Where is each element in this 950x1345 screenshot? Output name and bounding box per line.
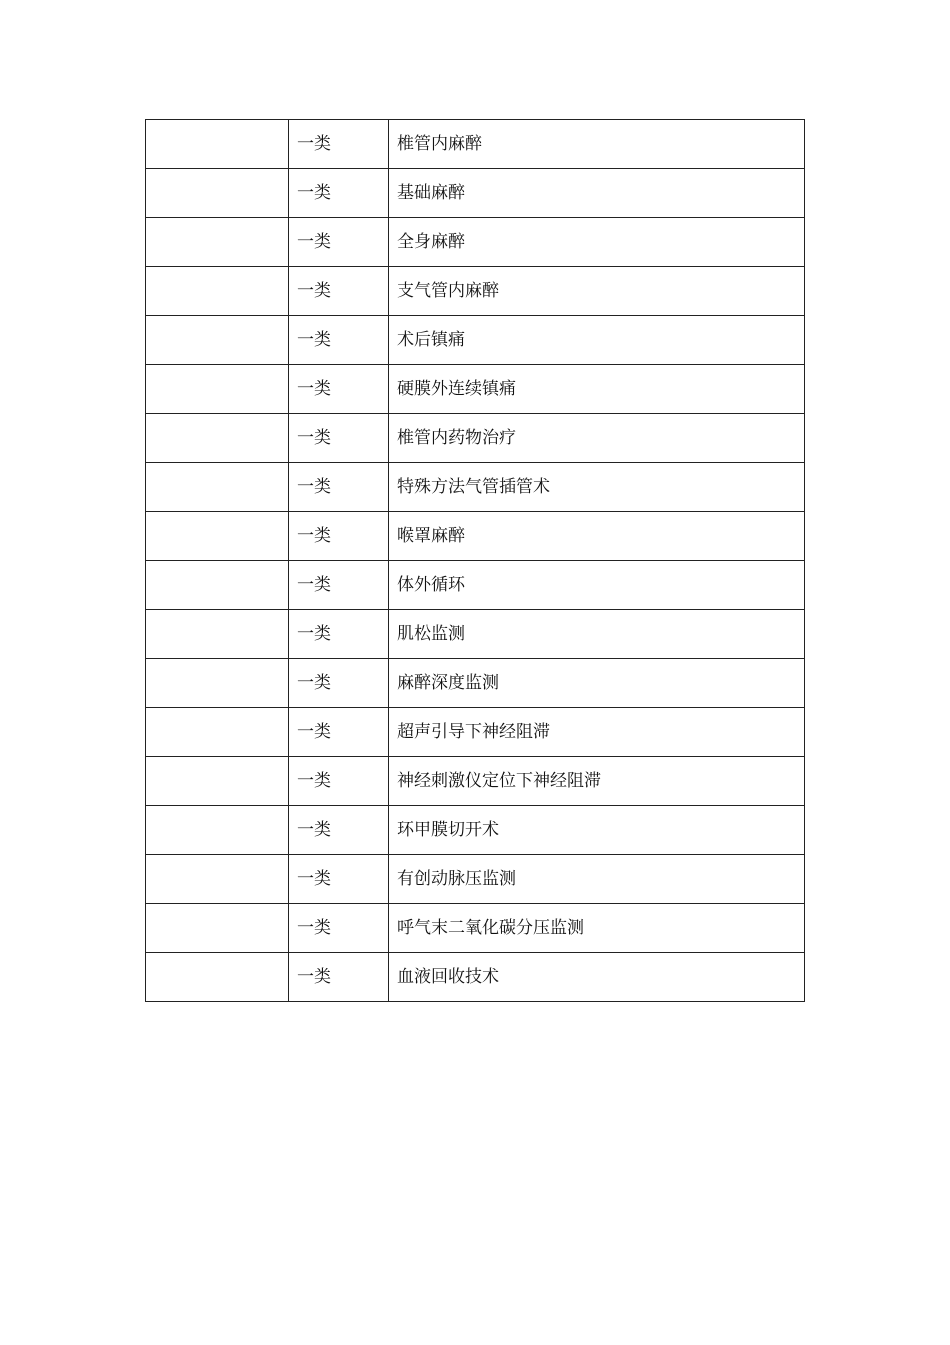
level-cell: 一类 (289, 267, 389, 316)
row-blank-cell (146, 218, 289, 267)
row-blank-cell (146, 463, 289, 512)
table-row (146, 659, 805, 708)
table-row (146, 757, 805, 806)
row-blank-cell (146, 316, 289, 365)
row-blank-cell (146, 414, 289, 463)
row-blank-cell (146, 708, 289, 757)
table-row (146, 316, 805, 365)
level-cell: 一类 (289, 708, 389, 757)
procedure-name-cell: 肌松监测 (389, 610, 805, 659)
row-blank-cell (146, 953, 289, 1002)
procedure-name-cell: 有创动脉压监测 (389, 855, 805, 904)
procedure-name-cell: 麻醉深度监测 (389, 659, 805, 708)
level-cell: 一类 (289, 953, 389, 1002)
table-row (146, 512, 805, 561)
table-row (146, 708, 805, 757)
procedure-name-cell: 环甲膜切开术 (389, 806, 805, 855)
procedure-name-cell: 特殊方法气管插管术 (389, 463, 805, 512)
procedure-name-cell: 喉罩麻醉 (389, 512, 805, 561)
table-row (146, 953, 805, 1002)
row-blank-cell (146, 120, 289, 169)
procedure-name-cell: 神经刺激仪定位下神经阻滞 (389, 757, 805, 806)
level-cell: 一类 (289, 218, 389, 267)
procedure-name-cell: 血液回收技术 (389, 953, 805, 1002)
table-row (146, 806, 805, 855)
procedure-name-cell: 超声引导下神经阻滞 (389, 708, 805, 757)
procedure-table-body (146, 120, 805, 1002)
level-cell: 一类 (289, 806, 389, 855)
row-blank-cell (146, 169, 289, 218)
procedure-name-cell: 椎管内麻醉 (389, 120, 805, 169)
procedure-name-cell: 基础麻醉 (389, 169, 805, 218)
level-cell: 一类 (289, 659, 389, 708)
procedure-name-cell: 术后镇痛 (389, 316, 805, 365)
procedure-name-cell: 支气管内麻醉 (389, 267, 805, 316)
row-blank-cell (146, 806, 289, 855)
row-blank-cell (146, 561, 289, 610)
table-row (146, 463, 805, 512)
table-row (146, 365, 805, 414)
level-cell: 一类 (289, 120, 389, 169)
procedure-name-cell: 全身麻醉 (389, 218, 805, 267)
level-cell: 一类 (289, 512, 389, 561)
procedure-name-cell: 硬膜外连续镇痛 (389, 365, 805, 414)
level-cell: 一类 (289, 904, 389, 953)
table-row (146, 218, 805, 267)
row-blank-cell (146, 904, 289, 953)
row-blank-cell (146, 659, 289, 708)
level-cell: 一类 (289, 463, 389, 512)
level-cell: 一类 (289, 414, 389, 463)
level-cell: 一类 (289, 757, 389, 806)
table-row (146, 267, 805, 316)
level-cell: 一类 (289, 610, 389, 659)
level-cell: 一类 (289, 855, 389, 904)
row-blank-cell (146, 267, 289, 316)
row-blank-cell (146, 855, 289, 904)
procedure-name-cell: 呼气末二氧化碳分压监测 (389, 904, 805, 953)
level-cell: 一类 (289, 365, 389, 414)
table-row (146, 169, 805, 218)
table-row (146, 120, 805, 169)
row-blank-cell (146, 610, 289, 659)
row-blank-cell (146, 757, 289, 806)
level-cell: 一类 (289, 169, 389, 218)
table-row (146, 561, 805, 610)
row-blank-cell (146, 512, 289, 561)
row-blank-cell (146, 365, 289, 414)
table-row (146, 414, 805, 463)
procedure-table (145, 119, 805, 1002)
level-cell: 一类 (289, 561, 389, 610)
procedure-name-cell: 椎管内药物治疗 (389, 414, 805, 463)
table-row (146, 855, 805, 904)
table-row (146, 904, 805, 953)
table-row (146, 610, 805, 659)
level-cell: 一类 (289, 316, 389, 365)
procedure-name-cell: 体外循环 (389, 561, 805, 610)
